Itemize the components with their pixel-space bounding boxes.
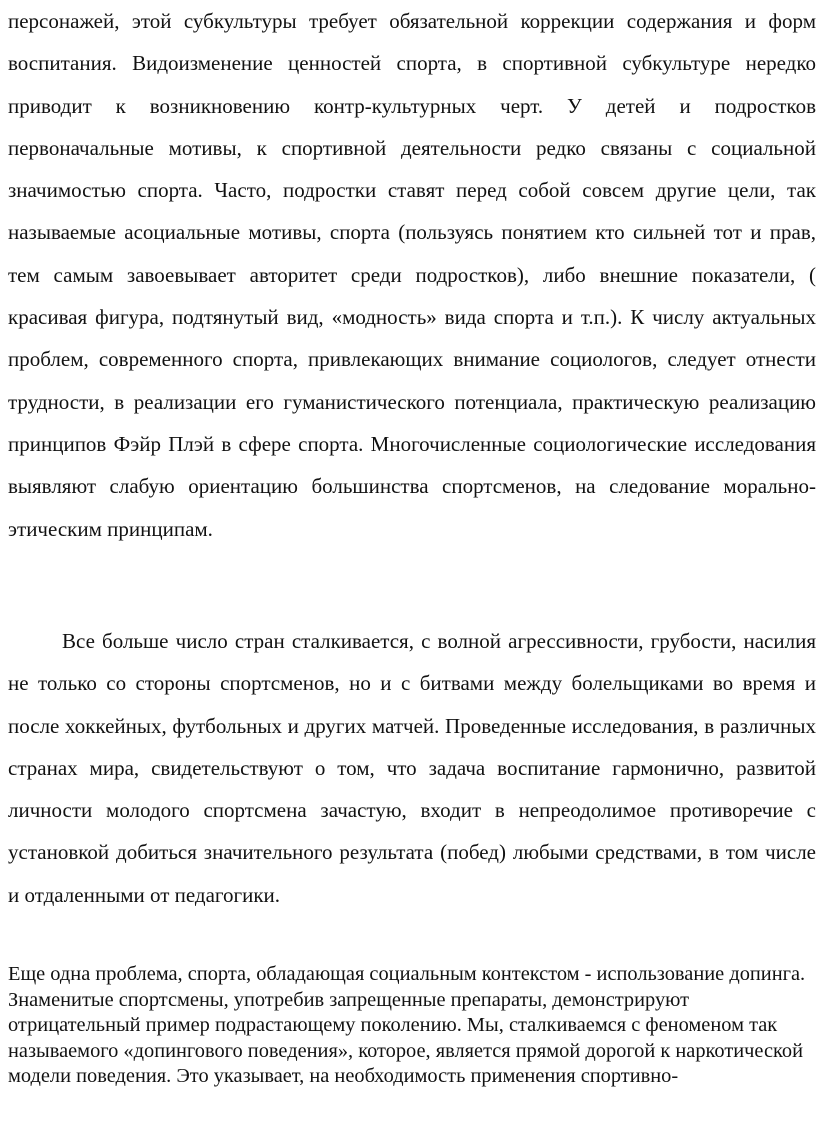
paragraph-3: Еще одна проблема, спорта, обладающая социальным контекстом - использование допинга. Знаменитые спортсмены, употребив запрещенные препараты, демонстрируют отрицательный пример подрастающему поколению. Мы, сталкиваемся с феноменом так называемого «допингового поведения», которое, является прямой дорогой к наркотической модели поведения. Это указывает, на необходимость применения спортивно- (8, 963, 806, 1088)
paragraph-1: персонажей, этой субкультуры требует обязательной коррекции содержания и форм воспитания. Видоизменение ценностей спорта, в спортивной субкультуре нередко приводит к возникновению контр-культурных черт. У детей и подростков первоначальные мотивы, к спортивной деятельности редко связаны с социальной значимостью спорта. Часто, подростки ставят перед собой совсем другие цели, так называемые асоциальные мотивы, спорта (пользуясь понятием кто сильней тот и прав, тем самым завоевывает авторитет среди подростков), либо внешние показатели, ( красивая фигура, подтянутый вид, «модность» вида спорта и т.п.). К числу актуальных проблем, современного спорта, привлекающих внимание социологов, следует отнести трудности, в реализации его гуманистического потенциала, практическую реализацию принципов Фэйр Плэй в сфере спорта. Многочисленные социологические исследования выявляют слабую ориентацию большинства спортсменов, на следование морально-этическим принципам. (8, 9, 816, 541)
paragraph-2: Все больше число стран сталкивается, с волной агрессивности, грубости, насилия не только со стороны спортсменов, но и с битвами между болельщиками во время и после хоккейных, футбольных и других матчей. Проведенные исследования, в различных странах мира, свидетельствуют о том, что задача воспитание гармонично, развитой личности молодого спортсмена зачастую, входит в непреодолимое противоречие с установкой добиться значительного результата (побед) любыми средствами, в том числе и отдаленными от педагогики. (8, 629, 816, 907)
